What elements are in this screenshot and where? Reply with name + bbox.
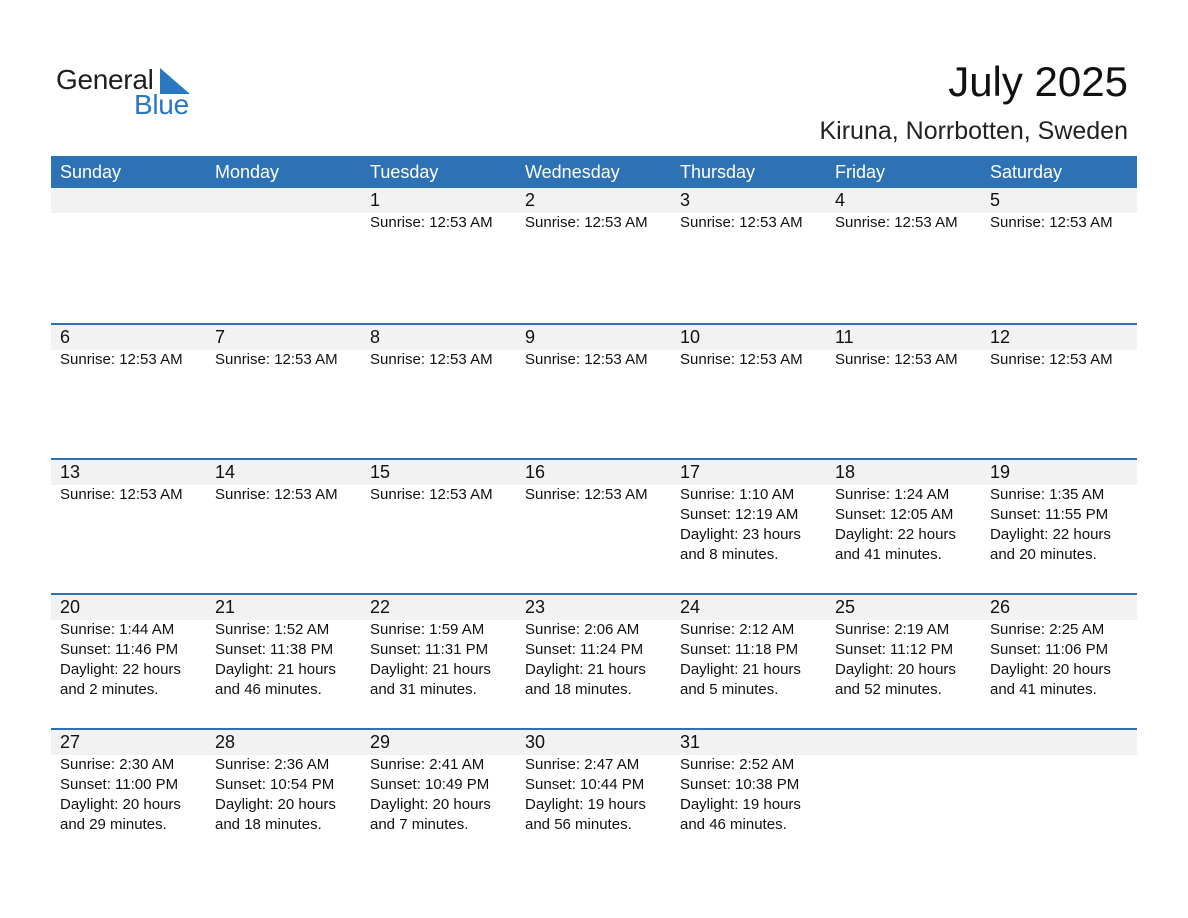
sun-info-line: and 20 minutes. — [990, 546, 1097, 563]
sun-info-line: and 29 minutes. — [60, 816, 167, 833]
sun-info-line: Sunrise: 1:52 AM — [215, 621, 330, 638]
day-cell — [361, 460, 516, 565]
sun-info-line: Sunset: 11:24 PM — [525, 641, 644, 658]
sun-info-line: and 5 minutes. — [680, 681, 779, 698]
weekday-header: Monday — [215, 162, 280, 182]
sun-info-line: Sunrise: 1:59 AM — [370, 621, 485, 638]
day-number: 11 — [835, 327, 854, 347]
day-number: 26 — [990, 597, 1011, 617]
sun-info-line: Sunrise: 12:53 AM — [525, 214, 648, 231]
day-cell — [981, 460, 1137, 565]
day-cell — [826, 325, 981, 370]
sun-info-line: Sunrise: 1:44 AM — [60, 621, 175, 638]
day-cell — [981, 325, 1137, 370]
day-number — [215, 188, 361, 213]
sun-info-line: and 8 minutes. — [680, 546, 779, 563]
sun-info-line: Sunrise: 12:53 AM — [680, 351, 803, 368]
day-cell — [206, 595, 361, 700]
logo-text-general: General — [56, 64, 154, 95]
day-number: 12 — [990, 327, 1011, 347]
day-cell — [826, 460, 981, 565]
sun-info-line: Daylight: 21 hours — [370, 661, 491, 678]
empty-day-cell — [206, 188, 361, 233]
sun-info-line: Sunrise: 2:19 AM — [835, 621, 950, 638]
sun-info-line: Sunrise: 1:10 AM — [680, 486, 795, 503]
sun-info-line: Daylight: 21 hours — [680, 661, 801, 678]
day-cell — [516, 325, 671, 370]
day-number: 8 — [370, 327, 381, 347]
day-number: 3 — [680, 190, 691, 210]
empty-day-cell — [51, 188, 206, 233]
day-cell — [671, 325, 826, 370]
day-cell — [206, 730, 361, 835]
day-number: 20 — [60, 597, 81, 617]
day-number: 5 — [990, 190, 1001, 210]
sun-info-line: Daylight: 21 hours — [215, 661, 336, 678]
sun-info-line: Sunset: 10:38 PM — [680, 776, 800, 793]
week-cells — [51, 730, 1137, 835]
sun-info-line: Sunset: 10:54 PM — [215, 776, 335, 793]
sun-info-line: Sunset: 11:00 PM — [60, 776, 179, 793]
sun-info-line: Sunset: 11:06 PM — [990, 641, 1109, 658]
weekday-header: Wednesday — [525, 162, 620, 182]
day-cell — [51, 730, 206, 835]
sun-info-line: Sunrise: 12:53 AM — [215, 486, 338, 503]
sun-info-line: and 46 minutes. — [680, 816, 787, 833]
day-number: 23 — [525, 597, 546, 617]
week-cells — [51, 188, 1137, 233]
day-number: 13 — [60, 462, 81, 482]
sun-info-line: Sunrise: 12:53 AM — [60, 486, 183, 503]
location-subtitle: Kiruna, Norrbotten, Sweden — [819, 117, 1128, 145]
day-cell — [516, 730, 671, 835]
sun-info-line: Daylight: 20 hours — [370, 796, 491, 813]
empty-day-cell — [826, 730, 981, 835]
day-number: 25 — [835, 597, 856, 617]
sun-info-line: and 52 minutes. — [835, 681, 942, 698]
day-number: 22 — [370, 597, 391, 617]
sun-info-line: Sunrise: 1:35 AM — [990, 486, 1105, 503]
day-cell — [361, 730, 516, 835]
day-number: 19 — [990, 462, 1011, 482]
sun-info-line: Sunset: 11:31 PM — [370, 641, 489, 658]
sun-info-line: Daylight: 20 hours — [990, 661, 1111, 678]
week-cells — [51, 595, 1137, 700]
sun-info-line: Daylight: 23 hours — [680, 526, 801, 543]
weekday-header: Saturday — [990, 162, 1063, 182]
sun-info-line: and 46 minutes. — [215, 681, 322, 698]
sun-info-line: Sunrise: 12:53 AM — [680, 214, 803, 231]
day-cell — [51, 325, 206, 370]
sun-info-line: Sunrise: 12:53 AM — [60, 351, 183, 368]
day-cell — [671, 730, 826, 835]
day-number: 6 — [60, 327, 71, 347]
sun-info-line: Daylight: 22 hours — [990, 526, 1111, 543]
day-cell — [51, 460, 206, 565]
day-cell — [826, 188, 981, 233]
day-cell — [516, 595, 671, 700]
sun-info-line: Sunrise: 12:53 AM — [370, 486, 493, 503]
day-number: 27 — [60, 732, 81, 752]
sun-info-line: Sunrise: 12:53 AM — [990, 351, 1113, 368]
sun-info-line: Daylight: 19 hours — [680, 796, 801, 813]
day-cell — [51, 595, 206, 700]
weekday-header: Thursday — [680, 162, 756, 182]
calendar-week-row — [51, 323, 1137, 458]
day-number: 4 — [835, 190, 846, 210]
day-number: 1 — [370, 190, 381, 210]
weekday-header: Friday — [835, 162, 886, 182]
sun-info-line: Sunset: 12:19 AM — [680, 506, 799, 523]
day-cell — [206, 325, 361, 370]
day-number: 17 — [680, 462, 701, 482]
day-number: 10 — [680, 327, 701, 347]
sun-info-line: Sunrise: 12:53 AM — [525, 351, 648, 368]
day-cell — [826, 595, 981, 700]
day-number: 16 — [525, 462, 546, 482]
sun-info-line: Sunset: 10:49 PM — [370, 776, 490, 793]
day-number: 2 — [525, 190, 536, 210]
day-number: 15 — [370, 462, 391, 482]
calendar-week-row — [51, 593, 1137, 728]
sun-info-line: Sunrise: 2:12 AM — [680, 621, 795, 638]
sun-info-line: Sunrise: 2:30 AM — [60, 756, 175, 773]
day-number: 9 — [525, 327, 536, 347]
sun-info-line: Sunset: 11:12 PM — [835, 641, 954, 658]
day-cell — [206, 460, 361, 565]
sun-info-line: and 56 minutes. — [525, 816, 632, 833]
sun-info-line: Sunset: 11:46 PM — [60, 641, 179, 658]
day-number — [60, 188, 206, 213]
sun-info-line: Sunrise: 2:25 AM — [990, 621, 1105, 638]
sun-info-line: Sunset: 12:05 AM — [835, 506, 954, 523]
week-cells — [51, 460, 1137, 565]
weekday-header: Sunday — [60, 162, 122, 182]
sun-info-line: and 7 minutes. — [370, 816, 469, 833]
sun-info-line: Sunrise: 12:53 AM — [370, 351, 493, 368]
day-cell — [981, 188, 1137, 233]
calendar-week-row — [51, 728, 1137, 863]
sun-info-line: Sunrise: 2:52 AM — [680, 756, 795, 773]
sun-info-line: Sunrise: 2:06 AM — [525, 621, 640, 638]
day-number: 31 — [680, 732, 701, 752]
day-number: 21 — [215, 597, 236, 617]
weekday-header-row — [51, 156, 1137, 188]
sun-info-line: Sunrise: 12:53 AM — [835, 351, 958, 368]
day-number: 30 — [525, 732, 546, 752]
day-cell — [671, 188, 826, 233]
sun-info-line: Sunset: 11:55 PM — [990, 506, 1109, 523]
sun-info-line: and 41 minutes. — [990, 681, 1097, 698]
sun-info-line: and 18 minutes. — [525, 681, 632, 698]
sun-info-line: Sunrise: 1:24 AM — [835, 486, 950, 503]
day-number — [835, 730, 981, 755]
calendar-week-row — [51, 458, 1137, 593]
sun-info-line: Sunrise: 12:53 AM — [990, 214, 1113, 231]
sun-info-line: Sunrise: 2:41 AM — [370, 756, 485, 773]
empty-day-cell — [981, 730, 1137, 835]
day-number: 7 — [215, 327, 226, 347]
sun-info-line: Daylight: 21 hours — [525, 661, 646, 678]
sun-info-line: and 2 minutes. — [60, 681, 159, 698]
sun-info-line: Sunrise: 12:53 AM — [215, 351, 338, 368]
weeks-container — [51, 188, 1137, 863]
page-title: July 2025 — [948, 58, 1128, 105]
day-number: 29 — [370, 732, 391, 752]
sun-info-line: Daylight: 19 hours — [525, 796, 646, 813]
day-number: 28 — [215, 732, 236, 752]
logo-text-blue: Blue — [134, 89, 189, 120]
sun-info-line: Sunrise: 2:47 AM — [525, 756, 640, 773]
day-number: 18 — [835, 462, 856, 482]
day-number — [990, 730, 1137, 755]
day-cell — [516, 460, 671, 565]
sun-info-line: Sunset: 11:18 PM — [680, 641, 799, 658]
weekday-header: Tuesday — [370, 162, 439, 182]
day-cell — [981, 595, 1137, 700]
day-cell — [361, 595, 516, 700]
sun-info-line: Daylight: 22 hours — [835, 526, 956, 543]
sun-info-line: Sunrise: 12:53 AM — [525, 486, 648, 503]
day-number: 14 — [215, 462, 236, 482]
sun-info-line: Daylight: 22 hours — [60, 661, 181, 678]
day-cell — [516, 188, 671, 233]
sun-info-line: and 31 minutes. — [370, 681, 477, 698]
day-cell — [361, 188, 516, 233]
day-cell — [671, 460, 826, 565]
sun-info-line: Sunrise: 12:53 AM — [370, 214, 493, 231]
day-cell — [361, 325, 516, 370]
week-cells — [51, 325, 1137, 370]
day-number: 24 — [680, 597, 701, 617]
calendar-grid — [51, 156, 1137, 863]
sun-info-line: Sunrise: 12:53 AM — [835, 214, 958, 231]
sun-info-line: Sunset: 10:44 PM — [525, 776, 645, 793]
logo — [56, 64, 196, 120]
sun-info-line: Daylight: 20 hours — [215, 796, 336, 813]
calendar-week-row — [51, 188, 1137, 323]
day-cell — [671, 595, 826, 700]
sun-info-line: Daylight: 20 hours — [60, 796, 181, 813]
sun-info-line: and 41 minutes. — [835, 546, 942, 563]
sun-info-line: and 18 minutes. — [215, 816, 322, 833]
sun-info-line: Sunrise: 2:36 AM — [215, 756, 330, 773]
sun-info-line: Daylight: 20 hours — [835, 661, 956, 678]
sun-info-line: Sunset: 11:38 PM — [215, 641, 334, 658]
